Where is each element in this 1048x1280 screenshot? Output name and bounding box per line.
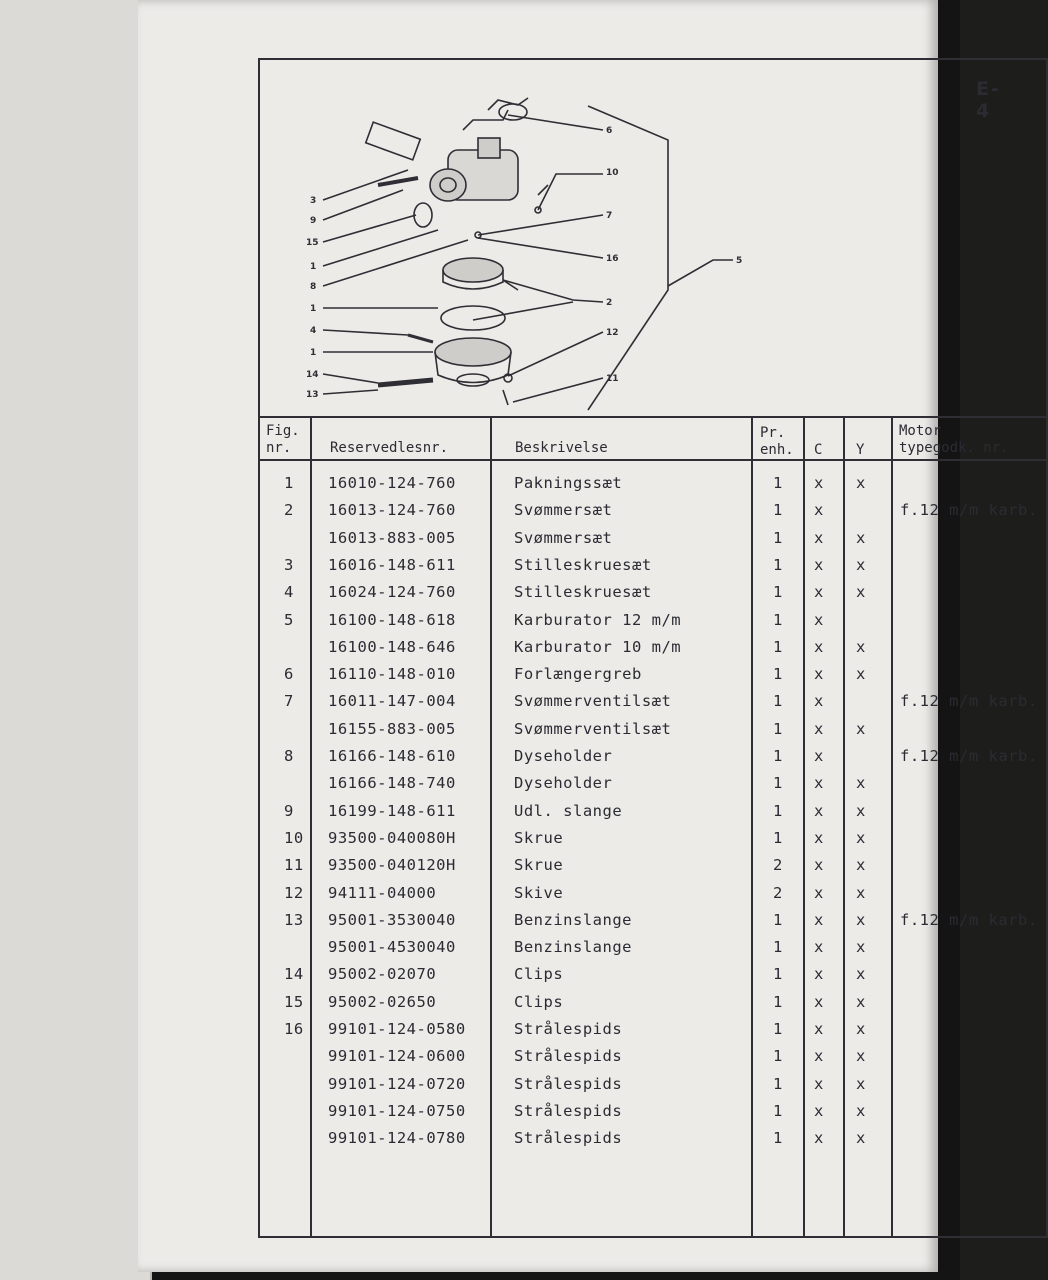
cell-qty: 1	[773, 474, 783, 492]
cell-c: x	[814, 1129, 824, 1148]
cell-fig: 12	[284, 883, 304, 902]
cell-c: x	[814, 665, 824, 684]
cell-qty: 1	[773, 1129, 783, 1148]
cell-c: x	[814, 1047, 824, 1066]
cell-y: x	[856, 883, 866, 902]
callout-label: 8	[310, 282, 317, 292]
cell-c: x	[814, 692, 824, 711]
cell-desc: Benzinslange	[514, 938, 632, 957]
cell-y: x	[856, 938, 866, 957]
cell-fig: 9	[284, 801, 294, 820]
callout-label: 3	[310, 196, 317, 206]
cell-part: 99101-124-0600	[328, 1047, 466, 1066]
cell-y: x	[856, 1101, 866, 1120]
cell-qty: 1	[773, 692, 783, 711]
cell-part: 99101-124-0750	[328, 1101, 466, 1120]
callout-label: 1	[310, 262, 317, 272]
cell-y: x	[856, 583, 866, 602]
cell-c: x	[814, 1101, 824, 1120]
callout-label: 12	[606, 328, 619, 338]
cell-part: 95001-4530040	[328, 938, 456, 957]
cell-qty: 1	[773, 555, 783, 574]
cell-c: x	[814, 1074, 824, 1093]
callout-label: 4	[310, 326, 317, 336]
cell-qty: 1	[773, 719, 783, 738]
cell-part: 16024-124-760	[328, 583, 456, 602]
column-divider	[490, 416, 492, 1238]
cell-desc: Pakningssæt	[514, 474, 623, 492]
cell-qty: 1	[773, 528, 783, 547]
cell-qty: 1	[773, 1020, 783, 1038]
cell-motor: f.12 m/m karb.	[900, 747, 1038, 765]
cell-y: x	[856, 719, 866, 738]
cell-y: x	[856, 1047, 866, 1066]
cell-qty: 1	[773, 747, 783, 765]
cell-y: x	[856, 637, 866, 656]
cell-qty: 2	[773, 883, 783, 902]
cell-desc: Clips	[514, 965, 564, 984]
cell-desc: Udl. slange	[514, 801, 623, 820]
callout-label: 1	[310, 304, 317, 314]
callout-label: 7	[606, 211, 613, 221]
table-header-rule	[258, 459, 1048, 461]
cell-y: x	[856, 1020, 866, 1038]
cell-fig: 3	[284, 555, 294, 574]
carburetor-exploded-diagram	[298, 90, 758, 420]
cell-c: x	[814, 474, 824, 492]
cell-desc: Dyseholder	[514, 774, 613, 793]
cell-c: x	[814, 910, 824, 929]
cell-y: x	[856, 555, 866, 574]
header-part-number: Reservedlesnr.	[330, 440, 449, 456]
cell-part: 16100-148-618	[328, 610, 456, 629]
cell-desc: Strålespids	[514, 1129, 623, 1148]
cell-part: 16011-147-004	[328, 692, 456, 711]
callout-label: 6	[606, 126, 613, 136]
cell-motor: f.12 m/m karb.	[900, 692, 1038, 711]
column-divider	[803, 416, 805, 1238]
cell-fig: 2	[284, 501, 294, 520]
header-quantity: Pr. enh.	[760, 425, 794, 458]
cell-part: 16199-148-611	[328, 801, 456, 820]
cell-fig: 11	[284, 856, 304, 875]
cell-c: x	[814, 610, 824, 629]
cell-fig: 10	[284, 828, 304, 847]
cell-part: 16010-124-760	[328, 474, 456, 492]
cell-c: x	[814, 801, 824, 820]
cell-y: x	[856, 856, 866, 875]
cell-qty: 1	[773, 828, 783, 847]
cell-fig: 1	[284, 474, 294, 492]
cell-part: 16155-883-005	[328, 719, 456, 738]
callout-label: 1	[310, 348, 317, 358]
cell-part: 99101-124-0720	[328, 1074, 466, 1093]
cell-desc: Strålespids	[514, 1020, 623, 1038]
cell-desc: Karburator 10 m/m	[514, 637, 682, 656]
cell-qty: 1	[773, 610, 783, 629]
header-y: Y	[856, 442, 865, 458]
cell-desc: Strålespids	[514, 1074, 623, 1093]
cell-c: x	[814, 774, 824, 793]
cell-c: x	[814, 555, 824, 574]
cell-c: x	[814, 747, 824, 765]
cell-c: x	[814, 828, 824, 847]
cell-desc: Strålespids	[514, 1047, 623, 1066]
cell-c: x	[814, 637, 824, 656]
table-top-rule	[258, 416, 1048, 418]
cell-qty: 1	[773, 910, 783, 929]
cell-c: x	[814, 965, 824, 984]
cell-fig: 13	[284, 910, 304, 929]
cell-qty: 1	[773, 992, 783, 1011]
cell-y: x	[856, 528, 866, 547]
page-number: E-4	[976, 78, 1001, 122]
cell-desc: Skrue	[514, 828, 564, 847]
cell-desc: Clips	[514, 992, 564, 1011]
cell-qty: 1	[773, 1101, 783, 1120]
cell-fig: 14	[284, 965, 304, 984]
cell-desc: Svømmersæt	[514, 528, 613, 547]
callout-label: 15	[306, 238, 319, 248]
cell-qty: 1	[773, 583, 783, 602]
cell-part: 99101-124-0780	[328, 1129, 466, 1148]
callout-label: 14	[306, 370, 319, 380]
cell-qty: 1	[773, 665, 783, 684]
callout-label: 5	[736, 256, 743, 266]
header-motor: Motor typegodk. nr.	[899, 423, 1009, 456]
cell-c: x	[814, 883, 824, 902]
cell-y: x	[856, 1129, 866, 1148]
cell-c: x	[814, 719, 824, 738]
cell-desc: Forlængergreb	[514, 665, 642, 684]
cell-part: 95002-02650	[328, 992, 437, 1011]
callout-label: 16	[606, 254, 619, 264]
cell-qty: 1	[773, 501, 783, 520]
cell-qty: 1	[773, 801, 783, 820]
cell-desc: Dyseholder	[514, 747, 613, 765]
cell-part: 16166-148-740	[328, 774, 456, 793]
cell-desc: Karburator 12 m/m	[514, 610, 682, 629]
cell-y: x	[856, 910, 866, 929]
cell-qty: 1	[773, 938, 783, 957]
cell-y: x	[856, 992, 866, 1011]
cell-part: 93500-040120H	[328, 856, 456, 875]
cell-desc: Svømmersæt	[514, 501, 613, 520]
cell-c: x	[814, 992, 824, 1011]
cell-y: x	[856, 474, 866, 492]
cell-qty: 1	[773, 1047, 783, 1066]
cell-part: 16100-148-646	[328, 637, 456, 656]
cell-desc: Stilleskruesæt	[514, 555, 652, 574]
callout-label: 13	[306, 390, 319, 400]
column-divider	[310, 416, 312, 1238]
cell-part: 95001-3530040	[328, 910, 456, 929]
callout-label: 10	[606, 168, 619, 178]
cell-desc: Stilleskruesæt	[514, 583, 652, 602]
cell-y: x	[856, 965, 866, 984]
column-divider	[751, 416, 753, 1238]
cell-part: 93500-040080H	[328, 828, 456, 847]
cell-part: 95002-02070	[328, 965, 437, 984]
cell-part: 16110-148-010	[328, 665, 456, 684]
cell-fig: 6	[284, 665, 294, 684]
cell-desc: Svømmerventilsæt	[514, 719, 672, 738]
cell-qty: 1	[773, 774, 783, 793]
cell-c: x	[814, 1020, 824, 1038]
cell-part: 99101-124-0580	[328, 1020, 466, 1038]
cell-desc: Strålespids	[514, 1101, 623, 1120]
cell-fig: 4	[284, 583, 294, 602]
cell-c: x	[814, 528, 824, 547]
cell-y: x	[856, 1074, 866, 1093]
column-divider	[843, 416, 845, 1238]
cell-part: 94111-04000	[328, 883, 437, 902]
cell-c: x	[814, 856, 824, 875]
cell-c: x	[814, 583, 824, 602]
cell-fig: 15	[284, 992, 304, 1011]
cell-qty: 2	[773, 856, 783, 875]
cell-y: x	[856, 801, 866, 820]
cell-part: 16016-148-611	[328, 555, 456, 574]
callout-label: 11	[606, 374, 619, 384]
cell-part: 16166-148-610	[328, 747, 456, 765]
cell-fig: 8	[284, 747, 294, 765]
header-description: Beskrivelse	[515, 440, 608, 456]
parts-list-page	[138, 0, 1038, 1272]
cell-fig: 16	[284, 1020, 304, 1038]
cell-y: x	[856, 665, 866, 684]
cell-motor: f.12 m/m karb.	[900, 501, 1038, 520]
cell-y: x	[856, 828, 866, 847]
cell-c: x	[814, 501, 824, 520]
previous-page-edge	[0, 0, 152, 1280]
cell-y: x	[856, 774, 866, 793]
cell-part: 16013-124-760	[328, 501, 456, 520]
callout-label: 9	[310, 216, 317, 226]
cell-desc: Skive	[514, 883, 564, 902]
header-fig: Fig. nr.	[266, 423, 300, 456]
header-c: C	[814, 442, 823, 458]
cell-c: x	[814, 938, 824, 957]
cell-fig: 5	[284, 610, 294, 629]
cell-qty: 1	[773, 965, 783, 984]
cell-part: 16013-883-005	[328, 528, 456, 547]
cell-desc: Svømmerventilsæt	[514, 692, 672, 711]
cell-fig: 7	[284, 692, 294, 711]
cell-qty: 1	[773, 1074, 783, 1093]
callout-label: 2	[606, 298, 613, 308]
cell-motor: f.12 m/m karb.	[900, 910, 1038, 929]
column-divider	[891, 416, 893, 1238]
cell-desc: Benzinslange	[514, 910, 632, 929]
cell-desc: Skrue	[514, 856, 564, 875]
cell-qty: 1	[773, 637, 783, 656]
